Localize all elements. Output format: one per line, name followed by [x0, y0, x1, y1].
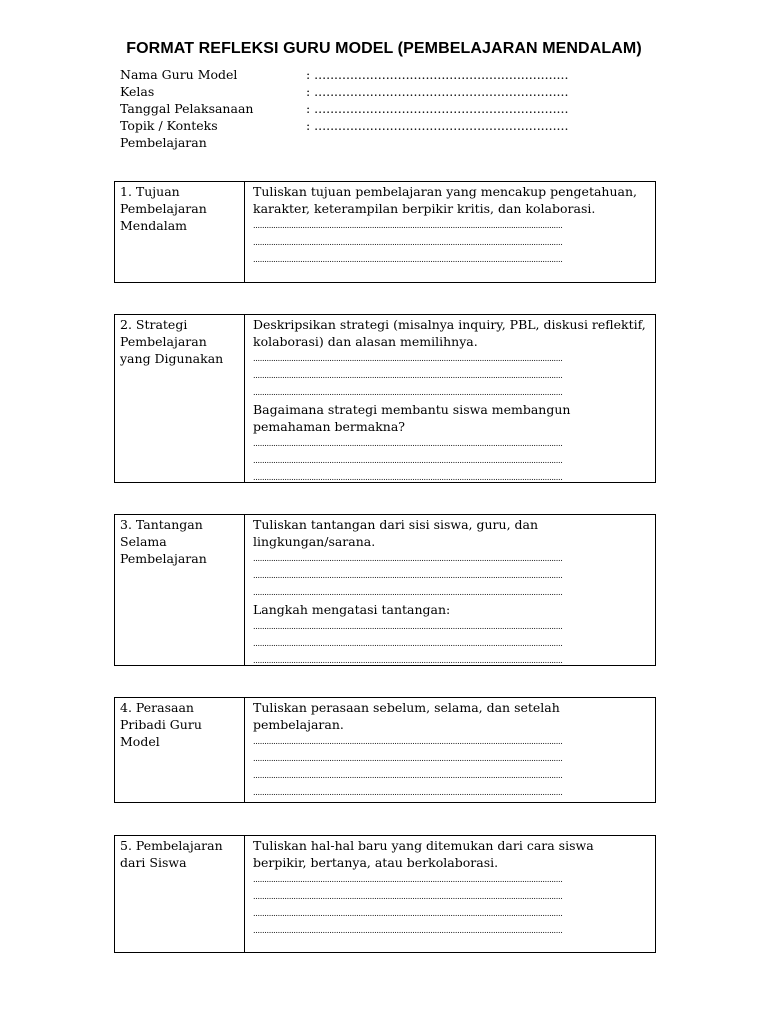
section-prompt: Bagaimana strategi membantu siswa membangun pemahaman bermakna? — [253, 402, 571, 434]
answer-line[interactable]: .......................................................................................................................................... — [253, 639, 563, 648]
section-prompt: Tuliskan perasaan sebelum, selama, dan setelah pembelajaran. — [253, 700, 560, 732]
answer-line[interactable]: .......................................................................................................................................... — [253, 371, 563, 380]
section-label: 2. Strategi Pembelajaran yang Digunakan — [115, 315, 245, 482]
answer-line[interactable]: .......................................................................................................................................... — [253, 771, 563, 780]
section-prompt: Tuliskan tujuan pembelajaran yang mencakup pengetahuan, karakter, keterampilan berpikir kritis, dan kolaborasi. — [253, 184, 638, 216]
section-perasaan — [114, 697, 656, 803]
field-label: Nama Guru Model — [120, 67, 238, 82]
section-prompt: Langkah mengatasi tantangan: — [253, 602, 451, 617]
answer-line[interactable]: .......................................................................................................................................... — [253, 221, 563, 230]
answer-line[interactable]: .......................................................................................................................................... — [253, 788, 563, 797]
answer-line[interactable]: .......................................................................................................................................... — [253, 439, 563, 448]
section-body — [245, 698, 655, 802]
section-body — [245, 836, 655, 952]
section-body — [245, 182, 655, 282]
answer-line[interactable]: .......................................................................................................................................... — [253, 255, 563, 264]
section-label: 4. Perasaan Pribadi Guru Model — [115, 698, 245, 802]
fill-in-line[interactable]: : ................................................................ — [306, 101, 569, 116]
answer-line[interactable]: .......................................................................................................................................... — [253, 456, 563, 465]
field-label: Topik / Konteks — [120, 118, 218, 133]
answer-line[interactable]: .......................................................................................................................................... — [253, 892, 563, 901]
field-label: Tanggal Pelaksanaan — [120, 101, 254, 116]
section-label: 5. Pembelajaran dari Siswa — [115, 836, 245, 952]
answer-line[interactable]: .......................................................................................................................................... — [253, 656, 563, 665]
field-nama-guru — [120, 66, 568, 83]
answer-line[interactable]: .......................................................................................................................................... — [253, 238, 563, 247]
fill-in-line[interactable]: : ................................................................ — [306, 67, 569, 82]
fill-in-line[interactable]: : ................................................................ — [306, 118, 569, 133]
section-label: 1. Tujuan Pembelajaran Mendalam — [115, 182, 245, 282]
section-prompt: Tuliskan hal-hal baru yang ditemukan dari cara siswa berpikir, bertanya, atau berkolaborasi. — [253, 838, 594, 870]
page-title: FORMAT REFLEKSI GURU MODEL (PEMBELAJARAN MENDALAM) — [126, 40, 642, 57]
section-label: 3. Tantangan Selama Pembelajaran — [115, 515, 245, 665]
field-tanggal — [120, 100, 568, 117]
answer-line[interactable]: .......................................................................................................................................... — [253, 473, 563, 482]
section-tujuan — [114, 181, 656, 283]
answer-line[interactable]: .......................................................................................................................................... — [253, 737, 563, 746]
field-label: Kelas — [120, 84, 155, 99]
answer-line[interactable]: .......................................................................................................................................... — [253, 926, 563, 935]
section-pembelajaran-siswa — [114, 835, 656, 953]
section-body — [245, 515, 655, 665]
section-body — [245, 315, 655, 482]
answer-line[interactable]: .......................................................................................................................................... — [253, 571, 563, 580]
field-kelas — [120, 83, 568, 100]
section-prompt: Tuliskan tantangan dari sisi siswa, guru, dan lingkungan/sarana. — [253, 517, 539, 549]
section-tantangan — [114, 514, 656, 666]
answer-line[interactable]: .......................................................................................................................................... — [253, 909, 563, 918]
answer-line[interactable]: .......................................................................................................................................... — [253, 554, 563, 563]
answer-line[interactable]: .......................................................................................................................................... — [253, 588, 563, 597]
answer-line[interactable]: .......................................................................................................................................... — [253, 354, 563, 363]
fill-in-line[interactable]: : ................................................................ — [306, 84, 569, 99]
section-strategi — [114, 314, 656, 483]
section-prompt: Deskripsikan strategi (misalnya inquiry, PBL, diskusi reflektif, kolaborasi) dan alasan memilihnya. — [253, 317, 646, 349]
answer-line[interactable]: .......................................................................................................................................... — [253, 875, 563, 884]
answer-line[interactable]: .......................................................................................................................................... — [253, 754, 563, 763]
answer-line[interactable]: .......................................................................................................................................... — [253, 622, 563, 631]
field-label-continuation: Pembelajaran — [120, 135, 207, 150]
answer-line[interactable]: .......................................................................................................................................... — [253, 388, 563, 397]
field-topik — [120, 117, 568, 134]
identity-fields — [120, 66, 568, 151]
